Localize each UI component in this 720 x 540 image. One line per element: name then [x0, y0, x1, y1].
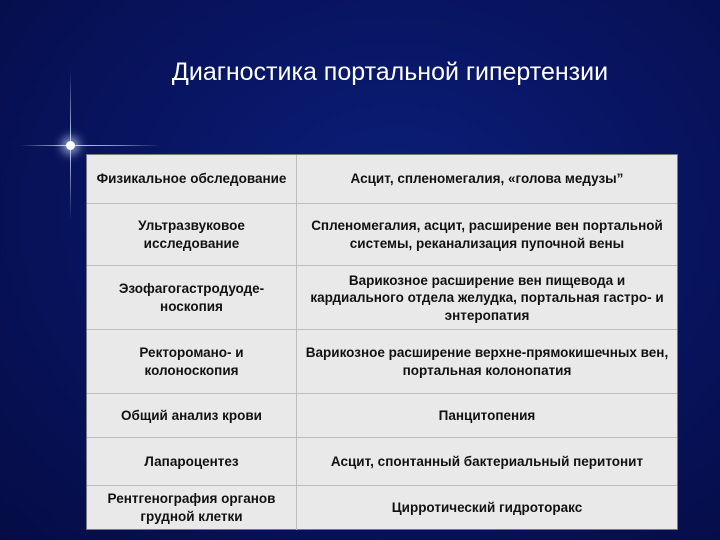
table-row [87, 265, 677, 330]
diagnostics-table [86, 154, 678, 530]
table-row [87, 329, 677, 394]
sparkle-decoration-horizontal [20, 145, 160, 146]
method-cell: Ректороманo- и колоноскопия [87, 330, 297, 394]
method-cell: Общий анализ крови [87, 394, 297, 438]
findings-cell: Панцитопения [438, 408, 536, 424]
table-row [87, 485, 677, 530]
findings-cell: Варикозное расширение вен пищевода и кардиального отдела желудка, портальная гастро- и энтеропатия [310, 272, 664, 323]
findings-cell: Асцит, спленомегалия, «голова медузы” [350, 171, 624, 187]
method-cell: Физикальное обследование [87, 155, 297, 203]
findings-cell: Варикозное расширение верхне-прямокишечных вен, портальная колонопатия [305, 345, 669, 378]
method-cell: Эзофагогастродуоде-носкопия [87, 266, 297, 330]
table-row [87, 155, 677, 203]
method-cell: Лапароцентез [87, 438, 297, 486]
table-row [87, 393, 677, 438]
table-row [87, 203, 677, 266]
method-cell: Рентгенография органов грудной клетки [87, 486, 297, 530]
findings-cell: Спленомегалия, асцит, расширение вен портальной системы, реканализация пупочной вены [311, 218, 663, 251]
table-row [87, 437, 677, 486]
findings-cell: Цирротический гидроторакс [391, 500, 583, 516]
method-cell: Ультразвуковое исследование [87, 204, 297, 266]
sparkle-icon [66, 141, 75, 150]
slide-title: Диагностика портальной гипертензии [171, 58, 609, 86]
findings-cell: Асцит, спонтанный бактериальный перитонит [330, 454, 644, 470]
